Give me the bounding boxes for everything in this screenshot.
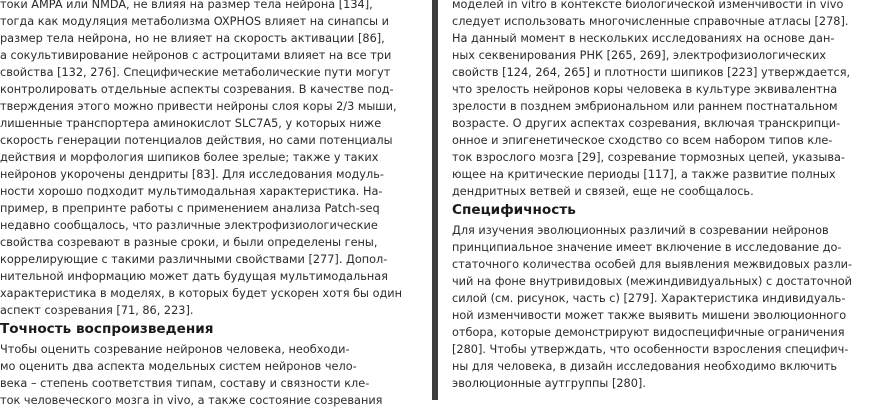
right-column <box>438 0 870 400</box>
text-line: тверждения этого можно привести нейроны слоя коры 2/3 мыши, <box>0 100 397 113</box>
text-line: ток взрослого мозга [29], созревание тормозных цепей, указыва- <box>452 151 845 164</box>
text-line: ности хорошо подходит мультимодальная характеристика. На- <box>0 185 383 198</box>
text-line: размер тела нейрона, но не влияет на скорость активации [86], <box>0 32 385 45</box>
text-line: а сокультивирование нейронов с астроцитами влияет на все три <box>0 49 392 62</box>
text-line: следует использовать многочисленные справочные атласы [278]. <box>452 15 849 28</box>
text-line: лишенные транспортера аминокислот SLC7A5, у которых ниже <box>0 117 382 130</box>
text-line: аспект созревания [71, 86, 223]. <box>0 304 194 317</box>
text-line: действия и морфология шипиков более зрелые; также у таких <box>0 151 379 164</box>
text-line: Для изучения эволюционных различий в созревании нейронов <box>452 224 829 237</box>
text-line: ной изменчивости может также выявить мишени эволюционного <box>452 309 847 322</box>
text-line: моделей in vitro в контексте биологической изменчивости in vivo <box>452 0 844 11</box>
text-line: зрелости в позднем эмбриональном или раннем постнатальном <box>452 100 838 113</box>
text-line: ны для человека, в дизайн исследования необходимо включить <box>452 360 838 373</box>
text-line: свойства созревают в разные сроки, и были определены гены, <box>0 236 378 249</box>
section-heading: Точность воспроизведения <box>0 321 214 337</box>
text-line: онное и эпигенетическое сходство со всем набором типов кле- <box>452 134 833 147</box>
text-line: чий на фоне внутривидовых (межиндивидуальных) с достаточной <box>452 275 853 288</box>
text-line: века – степень соответствия типам, составу и связности кле- <box>0 377 370 390</box>
text-line: [280]. Чтобы утверждать, что особенности взросления специфич- <box>452 343 849 356</box>
text-line: скорость генерации потенциалов действия, но сами потенциалы <box>0 134 393 147</box>
text-line: недавно сообщалось, что различные электрофизиологические <box>0 219 378 232</box>
text-line: Чтобы оценить созревание нейронов человека, необходи- <box>0 343 350 356</box>
text-line: нейронов укорочены дендриты [83]. Для исследования модуль- <box>0 168 384 181</box>
text-line: ток человеческого мозга in vivo, а также состояние созревания <box>0 394 383 407</box>
text-line: токи AMPA или NMDA, не влияя на размер тела нейрона [134], <box>0 0 373 11</box>
text-line: статочного количества особей для выявления межвидовых разли- <box>452 258 853 271</box>
text-line: свойства [132, 276]. Специфические метаболические пути могут <box>0 66 391 79</box>
text-line: мо оценить два аспекта модельных систем нейронов чело- <box>0 360 357 373</box>
text-line: тогда как модуляция метаболизма OXPHOS влияет на синапсы и <box>0 15 389 28</box>
text-line: принципиальное значение имеет включение в исследование до- <box>452 241 842 254</box>
text-line: силой (см. рисунок, часть с) [279]. Характеристика индивидуаль- <box>452 292 846 305</box>
left-column <box>0 0 432 407</box>
text-line: отбора, которые демонстрируют видоспецифичные ограничения <box>452 326 845 339</box>
text-line: коррелирующие с такими различными свойствами [277]. Допол- <box>0 253 388 266</box>
text-line: контролировать отдельные аспекты созревания. В качестве под- <box>0 83 394 96</box>
text-line: свойств [124, 264, 265] и плотности шипиков [223] утверждается, <box>452 66 851 79</box>
section-heading: Специфичность <box>452 202 576 218</box>
text-line: нительной информацию может дать будущая мультимодальная <box>0 270 388 283</box>
text-line: На данный момент в нескольких исследованиях на основе дан- <box>452 32 835 45</box>
text-line: что зрелость нейронов коры человека в культуре эквивалентна <box>452 83 838 96</box>
text-line: ющее на критические периоды [117], а также развитие полных <box>452 168 836 181</box>
text-line: пример, в препринте работы с применением анализа Patch-seq <box>0 202 380 215</box>
text-line: дендритных ветвей и связей, еще не сообщалось. <box>452 185 754 198</box>
text-line: возрасте. О других аспектах созревания, включая транскрипци- <box>452 117 841 130</box>
text-line: ных секвенирования РНК [265, 269], электрофизиологических <box>452 49 827 62</box>
text-line: характеристика в моделях, в которых будет ускорен хотя бы один <box>0 287 403 300</box>
text-line: эволюционные аутгруппы [280]. <box>452 377 646 390</box>
